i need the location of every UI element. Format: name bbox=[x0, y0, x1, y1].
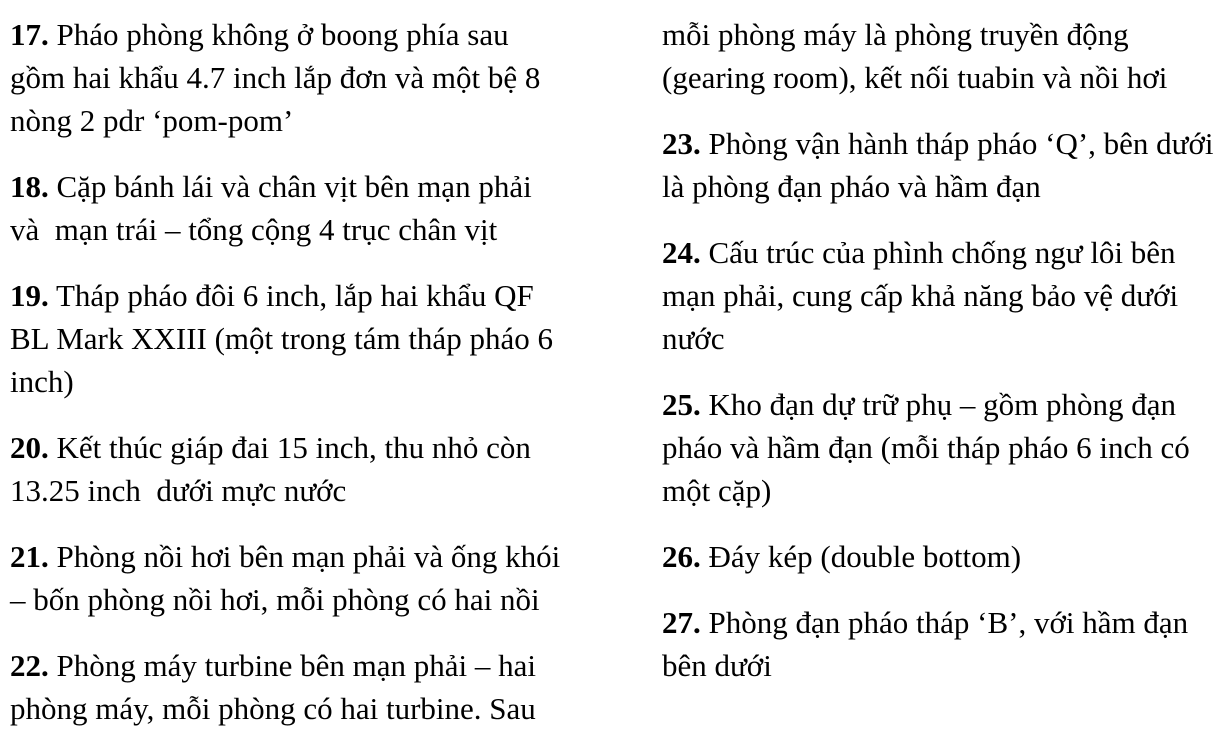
item-text: Pháo phòng không ở boong phía sau bbox=[56, 17, 509, 52]
text-line bbox=[662, 317, 1215, 360]
item-number: 18. bbox=[10, 169, 49, 204]
item-text: Tháp pháo đôi 6 inch, lắp hai khẩu QF bbox=[55, 278, 534, 313]
item-text: Đáy kép (double bottom) bbox=[708, 539, 1022, 574]
text-line bbox=[10, 317, 620, 360]
text-line bbox=[662, 426, 1215, 469]
item-number: 22. bbox=[10, 648, 49, 683]
text-line bbox=[10, 99, 620, 142]
text-line bbox=[10, 687, 620, 730]
item-number: 20. bbox=[10, 430, 49, 465]
text-line bbox=[10, 578, 620, 621]
text-line bbox=[662, 231, 1215, 274]
text-line bbox=[10, 360, 620, 403]
text-line bbox=[10, 469, 620, 512]
list-item-24 bbox=[662, 231, 1215, 360]
text-line bbox=[10, 535, 620, 578]
item-text: Cặp bánh lái và chân vịt bên mạn phải bbox=[56, 169, 532, 204]
item-number: 23. bbox=[662, 126, 701, 161]
item-text: một cặp) bbox=[662, 473, 772, 508]
text-line bbox=[662, 383, 1215, 426]
text-line bbox=[662, 13, 1215, 56]
item-number: 24. bbox=[662, 235, 701, 270]
text-line bbox=[662, 274, 1215, 317]
item-text: inch) bbox=[10, 364, 74, 399]
item-text: Phòng nồi hơi bên mạn phải và ống khói bbox=[56, 539, 561, 574]
item-text: Kho đạn dự trữ phụ – gồm phòng đạn bbox=[708, 387, 1177, 422]
item-text: BL Mark XXIII (một trong tám tháp pháo 6 bbox=[10, 321, 553, 356]
text-line bbox=[10, 274, 620, 317]
item-text: – bốn phòng nồi hơi, mỗi phòng có hai nồi bbox=[10, 582, 540, 617]
item-text: Kết thúc giáp đai 15 inch, thu nhỏ còn bbox=[56, 430, 531, 465]
item-text: nòng 2 pdr ‘pom-pom’ bbox=[10, 103, 294, 138]
item-number: 19. bbox=[10, 278, 49, 313]
item-number: 27. bbox=[662, 605, 701, 640]
text-line bbox=[662, 644, 1215, 687]
list-item-27 bbox=[662, 601, 1215, 687]
text-column-left bbox=[10, 13, 620, 753]
item-number: 25. bbox=[662, 387, 701, 422]
text-line bbox=[662, 56, 1215, 99]
text-line bbox=[10, 644, 620, 687]
text-line bbox=[10, 208, 620, 251]
list-item-continuation bbox=[662, 13, 1215, 99]
text-line bbox=[662, 165, 1215, 208]
text-line bbox=[662, 535, 1215, 578]
item-text: gồm hai khẩu 4.7 inch lắp đơn và một bệ 8 bbox=[10, 60, 541, 95]
list-item-20 bbox=[10, 426, 620, 512]
list-item-26 bbox=[662, 535, 1215, 578]
item-text: bên dưới bbox=[662, 648, 772, 683]
item-text: Phòng vận hành tháp pháo ‘Q’, bên dưới bbox=[708, 126, 1214, 161]
text-line bbox=[10, 165, 620, 208]
text-line bbox=[662, 469, 1215, 512]
text-line bbox=[662, 122, 1215, 165]
item-text: mỗi phòng máy là phòng truyền động bbox=[662, 17, 1129, 52]
text-line bbox=[10, 13, 620, 56]
item-text: Phòng máy turbine bên mạn phải – hai bbox=[56, 648, 537, 683]
item-text: pháo và hầm đạn (mỗi tháp pháo 6 inch có bbox=[662, 430, 1190, 465]
item-number: 17. bbox=[10, 17, 49, 52]
item-text: nước bbox=[662, 321, 725, 356]
item-text: Cấu trúc của phình chống ngư lôi bên bbox=[708, 235, 1176, 270]
item-number: 26. bbox=[662, 539, 701, 574]
list-item-25 bbox=[662, 383, 1215, 512]
list-item-17 bbox=[10, 13, 620, 142]
list-item-19 bbox=[10, 274, 620, 403]
list-item-21 bbox=[10, 535, 620, 621]
item-text: Phòng đạn pháo tháp ‘B’, với hầm đạn bbox=[708, 605, 1189, 640]
item-text: mạn phải, cung cấp khả năng bảo vệ dưới bbox=[662, 278, 1179, 313]
text-line bbox=[662, 601, 1215, 644]
item-text: (gearing room), kết nối tuabin và nồi hơi bbox=[662, 60, 1168, 95]
item-text: 13.25 inch dưới mực nước bbox=[10, 473, 347, 508]
text-column-right bbox=[662, 13, 1215, 710]
text-line bbox=[10, 56, 620, 99]
list-item-18 bbox=[10, 165, 620, 251]
item-text: và mạn trái – tổng cộng 4 trục chân vịt bbox=[10, 212, 498, 247]
item-text: là phòng đạn pháo và hầm đạn bbox=[662, 169, 1041, 204]
item-text: phòng máy, mỗi phòng có hai turbine. Sau bbox=[10, 691, 536, 726]
item-number: 21. bbox=[10, 539, 49, 574]
list-item-22 bbox=[10, 644, 620, 730]
list-item-23 bbox=[662, 122, 1215, 208]
text-line bbox=[10, 426, 620, 469]
